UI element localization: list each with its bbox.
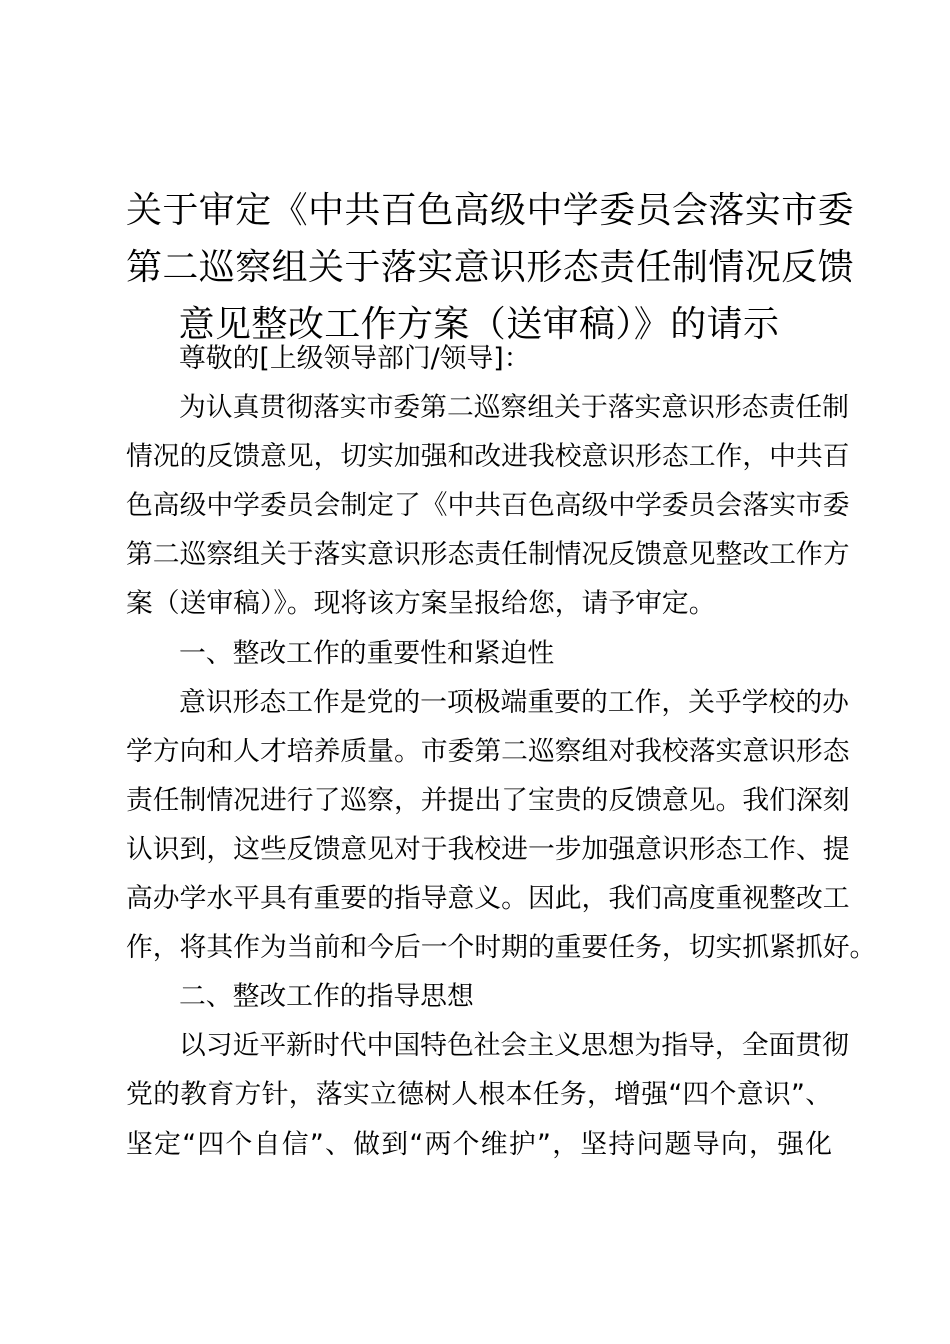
text-line: 坚定“四个自信”、做到“两个维护”，坚持问题导向，强化 — [126, 1128, 832, 1160]
salutation-text: 尊敬的[上级领导部门/领导]： — [179, 343, 531, 374]
text-line: 认识到，这些反馈意见对于我校进一步加强意识形态工作、提 — [126, 833, 850, 865]
text-line: 作，将其作为当前和今后一个时期的重要任务，切实抓紧抓好。 — [126, 932, 877, 964]
text-line: 情况的反馈意见，切实加强和改进我校意识形态工作，中共百 — [126, 441, 850, 473]
paragraph-importance — [126, 678, 877, 973]
document-body — [126, 334, 877, 1169]
text-line: 意识形态工作是党的一项极端重要的工作，关乎学校的办 — [179, 686, 849, 718]
text-line: 学方向和人才培养质量。市委第二巡察组对我校落实意识形态 — [126, 735, 850, 767]
heading-text: 一、整改工作的重要性和紧迫性 — [179, 637, 555, 669]
text-line: 责任制情况进行了巡察，并提出了宝贵的反馈意见。我们深刻 — [126, 784, 850, 816]
document-title — [126, 182, 855, 353]
section-heading-1 — [126, 629, 832, 678]
text-line: 为认真贯彻落实市委第二巡察组关于落实意识形态责任制 — [179, 392, 849, 424]
text-line: 以习近平新时代中国特色社会主义思想为指导，全面贯彻 — [179, 1030, 849, 1062]
paragraph-guiding-thought — [126, 1021, 849, 1168]
title-line: 意见整改工作方案（送审稿）》的请示 — [178, 304, 780, 345]
title-line: 关于审定《中共百色高级中学委员会落实市委 — [126, 190, 855, 231]
section-heading-2 — [126, 972, 832, 1021]
text-line: 高办学水平具有重要的指导意义。因此，我们高度重视整改工 — [126, 883, 850, 915]
text-line: 色高级中学委员会制定了《中共百色高级中学委员会落实市委 — [126, 490, 850, 522]
title-line: 第二巡察组关于落实意识形态责任制情况反馈 — [126, 247, 855, 288]
heading-text: 二、整改工作的指导思想 — [179, 981, 474, 1013]
salutation — [126, 334, 832, 383]
text-line: 第二巡察组关于落实意识形态责任制情况反馈意见整改工作方 — [126, 539, 850, 571]
text-line: 党的教育方针，落实立德树人根本任务，增强“四个意识”、 — [126, 1079, 832, 1111]
text-line: 案（送审稿）》。现将该方案呈报给您，请予审定。 — [126, 588, 716, 620]
paragraph-intro — [126, 383, 850, 628]
